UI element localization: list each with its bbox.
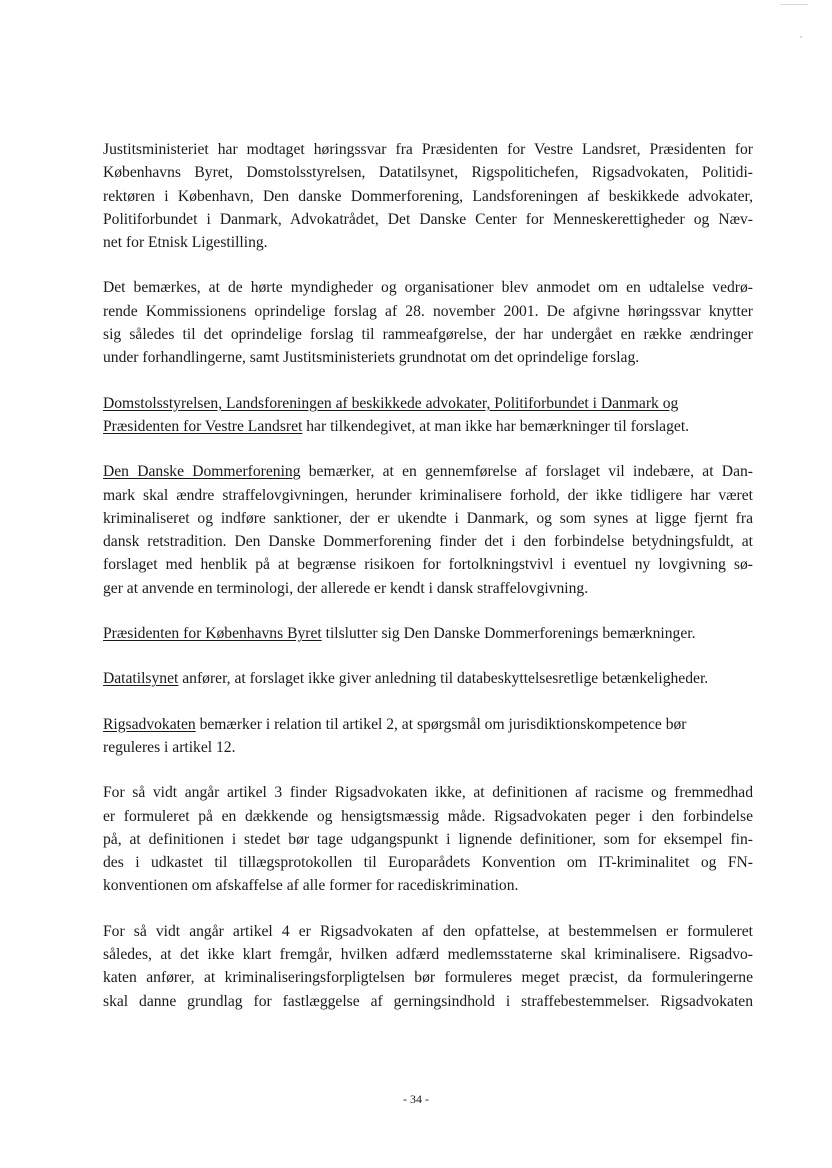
text-line: Politiforbundet i Danmark, Advokatrådet, Det Danske Center for Menneskerettigheder og Næv-: [103, 210, 753, 228]
scan-mark: [800, 36, 802, 38]
text-line: Datatilsynet anfører, at forslaget ikke giver anledning til databeskyttelsesretlige betænkeligheder.: [103, 670, 709, 688]
text-line: For så vidt angår artikel 3 finder Rigsadvokaten ikke, at definitionen af racisme og fremmedhad: [103, 784, 753, 802]
text-line: rende Kommissionens oprindelige forslag af 28. november 2001. De afgivne høringssvar knytter: [103, 302, 753, 320]
underlined-body: Præsidenten for Vestre Landsret: [103, 417, 303, 435]
text-line: des i udkastet til tillægsprotokollen til Europarådets Konvention om IT-kriminalitet og FN-: [103, 854, 753, 872]
paragraph-rigsadvokaten-art3: [103, 781, 753, 897]
paragraph-hearing-note: [103, 276, 753, 369]
text-line: Justitsministeriet har modtaget høringssvar fra Præsidenten for Vestre Landsret, Præsidenten for: [103, 141, 753, 158]
underlined-body: Den Danske Dommerforening: [103, 463, 301, 481]
underlined-body: Datatilsynet: [103, 670, 179, 688]
text-line: er formuleret på en dækkende og hensigtsmæssig måde. Rigsadvokaten peger i den forbindelse: [103, 807, 753, 825]
page-number: - 34 -: [403, 1092, 429, 1106]
text-line: dansk retstradition. Den Danske Dommerforening finder det i den forbindelse betydningsfuldt, at: [103, 533, 753, 551]
text-line: kriminaliseret og indføre sanktioner, der er ukendte i Danmark, og som synes at ligge fjernt fra: [103, 509, 753, 527]
text-line: mark skal ændre straffelovgivningen, herunder kriminalisere forhold, der ikke tidligere har været: [103, 486, 753, 504]
underlined-body: Præsidenten for Københavns Byret: [103, 625, 322, 643]
text-line: [103, 392, 753, 415]
text-line: forslaget med henblik på at begrænse risikoen for fortolkningstvivl i eventuel ny lovgivning sø-: [103, 556, 753, 574]
text-line: reguleres i artikel 12.: [103, 738, 236, 756]
scan-mark: [780, 4, 808, 5]
text-line: sig således til det oprindelige forslag til rammeafgørelse, der har undergået en række ændringer: [103, 326, 753, 344]
text-line: på, at definitionen i stedet bør tage udgangspunkt i lignende definitioner, som for eksempel fin-: [103, 830, 753, 848]
text-line: Præsidenten for Vestre Landsret har tilkendegivet, at man ikke har bemærkninger til forslaget.: [103, 417, 690, 435]
paragraph-rigsadvokaten-art4: [103, 920, 753, 1013]
text-line: net for Etnisk Ligestilling.: [103, 234, 268, 252]
text-line: ger at anvende en terminologi, der allerede er kendt i dansk straffelovgivning.: [103, 579, 589, 597]
text-line: Det bemærkes, at de hørte myndigheder og organisationer blev anmodet om en udtalelse vedrø-: [103, 279, 753, 297]
paragraph-rigsadvokaten-art2: [103, 713, 753, 760]
underlined-body: Rigsadvokaten: [103, 715, 196, 733]
body-text: [103, 138, 753, 1035]
paragraph-byret: [103, 622, 753, 645]
paragraph-hearing-recipients: [103, 138, 753, 254]
text-line: Den Danske Dommerforening bemærker, at en gennemførelse af forslaget vil indebære, at Dan-: [103, 463, 753, 481]
paragraph-no-remarks: [103, 392, 753, 439]
text-line: Rigsadvokaten bemærker i relation til artikel 2, at spørgsmål om jurisdiktionskompetence bør: [103, 715, 687, 733]
text-line: således, at det ikke klart fremgår, hvilken adfærd medlemsstaterne skal kriminalisere. Rigsadvo-: [103, 946, 753, 964]
text-line: Københavns Byret, Domstolsstyrelsen, Datatilsynet, Rigspolitichefen, Rigsadvokaten, Politidi-: [103, 164, 753, 182]
text-line: konventionen om afskaffelse af alle former for racediskrimination.: [103, 877, 519, 895]
text-line: For så vidt angår artikel 4 er Rigsadvokaten af den opfattelse, at bestemmelsen er formuleret: [103, 922, 753, 940]
paragraph-datatilsynet: [103, 667, 753, 690]
text-line: Præsidenten for Københavns Byret tilslutter sig Den Danske Dommerforenings bemærkninger.: [103, 625, 696, 643]
text-line: under forhandlingerne, samt Justitsministeriets grundnotat om det oprindelige forslag.: [103, 349, 640, 367]
text-line: katen anfører, at kriminaliseringsforpligtelsen bør formuleres meget præcist, da formuleringerne: [103, 969, 753, 987]
text-line: rektøren i København, Den danske Dommerforening, Landsforeningen af beskikkede advokater,: [103, 187, 753, 205]
underlined-bodies: Domstolsstyrelsen, Landsforeningen af beskikkede advokater, Politiforbundet i Danmark og: [103, 394, 679, 412]
text-line: skal danne grundlag for fastlæggelse af gerningsindhold i straffebestemmelser. Rigsadvokaten: [103, 992, 753, 1010]
paragraph-dommerforening: [103, 460, 753, 600]
